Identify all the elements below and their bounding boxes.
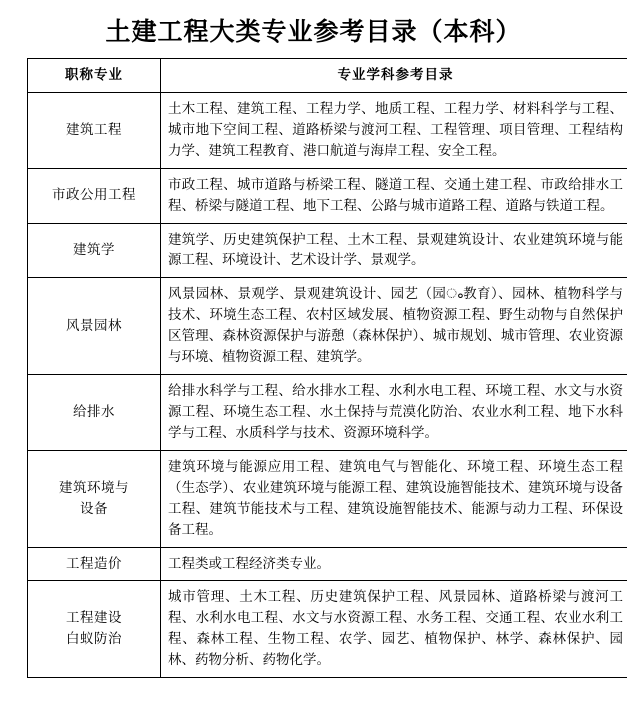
table-row — [28, 92, 627, 168]
cell-specialty-list: 给排水科学与工程、给水排水工程、水利水电工程、环境工程、水文与水资源工程、环境生态工程、水土保持与荒漠化防治、农业水利工程、地下水科学与工程、水质科学与技术、资源环境科学。 — [161, 375, 627, 451]
column-header-major: 职称专业 — [28, 59, 161, 93]
table-row — [28, 168, 627, 223]
cell-specialty-list: 风景园林、景观学、景观建筑设计、园艺（园ം教育）、园林、植物科学与技术、环境生态工程、农村区域发展、植物资源工程、野生动物与自然保护区管理、森林资源保护与游憩（森林保护）、城市规划、城市管理、农业资源与环境、植物资源工程、建筑学。 — [161, 278, 627, 375]
cell-specialty-list: 工程类或工程经济类专业。 — [161, 547, 627, 581]
cell-category: 工程建设 白蚁防治 — [28, 581, 161, 678]
table-row — [28, 547, 627, 581]
cell-category: 建筑环境与 设备 — [28, 450, 161, 547]
cell-specialty-list: 建筑学、历史建筑保护工程、土木工程、景观建筑设计、农业建筑环境与能源工程、环境设计、艺术设计学、景观学。 — [161, 223, 627, 278]
table-row — [28, 278, 627, 375]
table-row — [28, 375, 627, 451]
cell-specialty-list: 市政工程、城市道路与桥梁工程、隧道工程、交通土建工程、市政给排水工程、桥梁与隧道工程、地下工程、公路与城市道路工程、道路与铁道工程。 — [161, 168, 627, 223]
specialty-reference-table — [27, 58, 627, 678]
table-row — [28, 223, 627, 278]
table-container — [0, 58, 627, 678]
cell-specialty-list: 建筑环境与能源应用工程、建筑电气与智能化、环境工程、环境生态工程（生态学）、农业建筑环境与能源工程、建筑设施智能技术、建筑环境与设备工程、建筑节能技术与工程、建筑设施智能技术、能源与动力工程、环保设备工程。 — [161, 450, 627, 547]
cell-category: 给排水 — [28, 375, 161, 451]
table-header — [28, 59, 627, 93]
column-header-list: 专业学科参考目录 — [161, 59, 627, 93]
cell-category: 市政公用工程 — [28, 168, 161, 223]
table-body — [28, 92, 627, 677]
page-title: 土建工程大类专业参考目录（本科） — [105, 19, 522, 46]
cell-specialty-list: 土木工程、建筑工程、工程力学、地质工程、工程力学、材料科学与工程、城市地下空间工程、道路桥梁与渡河工程、工程管理、项目管理、工程结构力学、建筑工程教育、港口航道与海岸工程、安全工程。 — [161, 92, 627, 168]
cell-category: 建筑学 — [28, 223, 161, 278]
cell-category: 工程造价 — [28, 547, 161, 581]
cell-specialty-list: 城市管理、土木工程、历史建筑保护工程、风景园林、道路桥梁与渡河工程、水利水电工程、水文与水资源工程、水务工程、交通工程、农业水利工程、森林工程、生物工程、农学、园艺、植物保护、林学、森林保护、园林、药物分析、药物化学。 — [161, 581, 627, 678]
table-row — [28, 581, 627, 678]
cell-category: 建筑工程 — [28, 92, 161, 168]
cell-category: 风景园林 — [28, 278, 161, 375]
table-row — [28, 450, 627, 547]
table-header-row — [28, 59, 627, 93]
